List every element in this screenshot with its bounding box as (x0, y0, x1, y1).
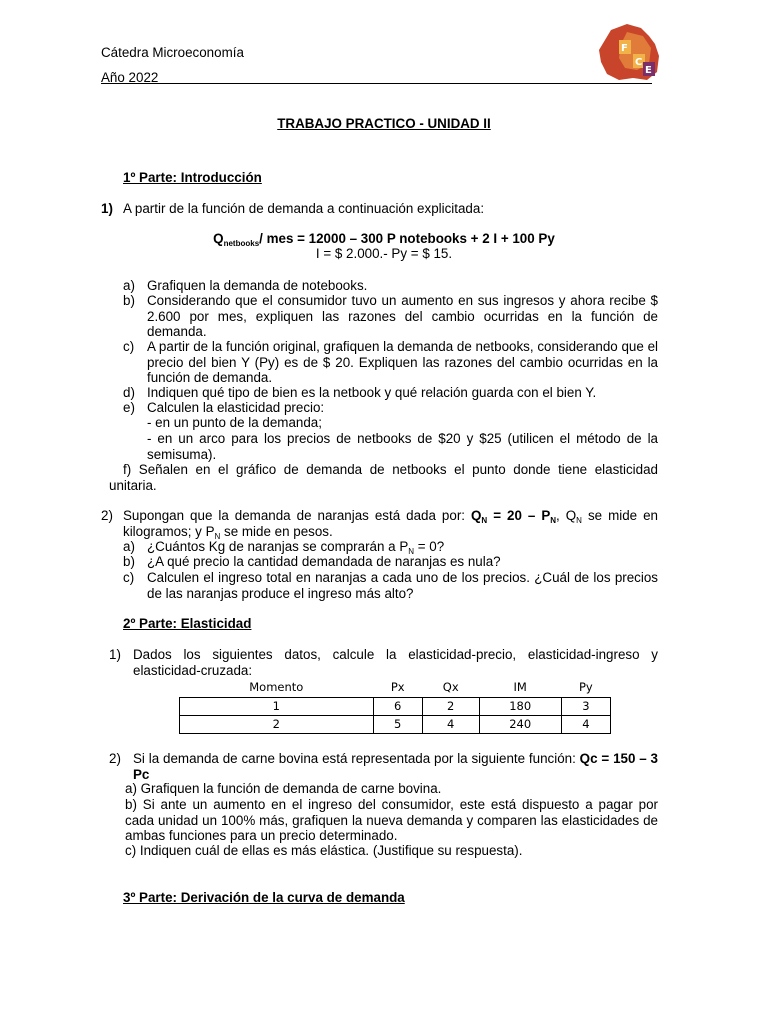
header-course: Cátedra Microeconomía (101, 45, 244, 60)
eq-mid: = 20 – P (487, 508, 551, 523)
part3-heading: 3º Parte: Derivación de la curva de demanda (123, 890, 405, 905)
faculty-logo-icon (597, 22, 661, 82)
q1-item-a-label: a) (123, 278, 135, 293)
q2-intro-text: Supongan que la demanda de naranjas está dada por: (123, 508, 471, 523)
formula-q: Q (213, 231, 224, 246)
data-table (179, 679, 611, 734)
q2-intro (123, 508, 658, 539)
table-header-cell: Qx (422, 679, 479, 697)
p2-q2-item-a: a) Grafiquen la función de demanda de carne bovina. (125, 781, 442, 796)
formula-sub: netbooks (223, 239, 260, 248)
header-year: Año 2022 (101, 70, 159, 85)
q2-item-c: Calculen el ingreso total en naranjas a cada uno de los precios. ¿Cuál de los precios de las naranjas produce el ingreso más alto? (147, 570, 658, 601)
table-cell: 4 (422, 715, 479, 733)
table-row (180, 697, 611, 715)
q2-item-b: ¿A qué precio la cantidad demandada de naranjas es nula? (147, 554, 501, 569)
table-cell: 1 (180, 697, 374, 715)
q1-item-a: Grafiquen la demanda de notebooks. (147, 278, 368, 293)
q2-item-a-label: a) (123, 539, 135, 554)
p2-q2-item-b: b) Si ante un aumento en el ingreso del consumidor, este está dispuesto a pagar por cada unidad un 100% más, grafiquen la nueva demanda y comparen las elasticidades de ambas funciones para un precio determinado. (125, 797, 658, 843)
q1-item-e: Calculen la elasticidad precio: (147, 400, 325, 415)
table-cell: 240 (479, 715, 561, 733)
table-header-row (180, 679, 611, 697)
table-cell: 2 (422, 697, 479, 715)
q1-item-e-sub1: - en un punto de la demanda; (147, 415, 322, 430)
part1-heading: 1º Parte: Introducción (123, 170, 262, 185)
table-header-cell: Px (373, 679, 422, 697)
p2-q2-eq-a: Qc = (579, 751, 610, 766)
q1-item-e-label: e) (123, 400, 135, 415)
table-cell: 4 (561, 715, 610, 733)
p2-q2-intro (133, 751, 658, 782)
document-title: TRABAJO PRACTICO - UNIDAD II (277, 116, 491, 131)
table-cell: 6 (373, 697, 422, 715)
q2-intro-post2: se mide en kilogramos; y P (123, 508, 658, 539)
q2-equation (471, 508, 556, 523)
p2-q2-item-c: c) Indiquen cuál de ellas es más elástica. (Justifique su respuesta). (125, 843, 523, 858)
q2-item-c-label: c) (123, 570, 135, 585)
p2-q2-number: 2) (109, 751, 121, 766)
q1-given: I = $ 2.000.- Py = $ 15. (315, 246, 453, 261)
table-cell: 180 (479, 697, 561, 715)
table-cell: 2 (180, 715, 374, 733)
logo-letter-f: F (621, 43, 628, 54)
q2-sub-n4: N (214, 531, 221, 541)
q2-a-sub: N (408, 547, 415, 556)
table-row (180, 715, 611, 733)
table-header-cell: Momento (180, 679, 374, 697)
q1-item-e-sub2: - en un arco para los precios de netbooks de $20 y $25 (utilicen el método de la semisuma). (147, 431, 658, 462)
p2-q2-eq-b: 150 – 3 Pc (133, 751, 658, 782)
part2-heading: 2º Parte: Elasticidad (123, 616, 252, 631)
q2-intro-post1: , Q (556, 508, 577, 523)
q2-item-b-label: b) (123, 554, 135, 569)
p2-q1-number: 1) (109, 647, 121, 662)
q1-item-c: A partir de la función original, grafiquen la demanda de netbooks, considerando que el precio del bien Y (Py) es de $ 20. Expliquen las razones del cambio ocurridas en la función de demanda. (147, 339, 658, 385)
q2-item-a (147, 539, 658, 555)
logo-letter-c: C (635, 57, 643, 68)
q1-item-c-label: c) (123, 339, 135, 354)
q1-number: 1) (101, 201, 113, 216)
table-header-cell: IM (479, 679, 561, 697)
q1-formula (0, 231, 768, 247)
header-rule (101, 83, 652, 84)
q1-item-f: f) Señalen en el gráfico de demanda de netbooks el punto donde tiene elasticidad unitaria. (109, 462, 658, 493)
logo-letter-e: E (645, 65, 652, 76)
formula-rest: / mes = 12000 – 300 P notebooks + 2 I + 100 Py (259, 231, 555, 246)
p2-q2-intro-text: Si la demanda de carne bovina está representada por la siguiente función: (133, 751, 580, 766)
q1-item-b-label: b) (123, 293, 135, 308)
q1-item-d: Indiquen qué tipo de bien es la netbook y qué relación guarda con el bien Y. (147, 385, 597, 400)
table-header-cell: Py (561, 679, 610, 697)
q2-a-post: = 0? (414, 539, 445, 554)
q2-sub-n3: N (576, 516, 582, 525)
q1-item-b: Considerando que el consumidor tuvo un aumento en sus ingresos y ahora recibe $ 2.600 por mes, expliquen las razones del cambio ocurridas en la función de demanda. (147, 293, 658, 339)
table-cell: 5 (373, 715, 422, 733)
q1-item-d-label: d) (123, 385, 135, 400)
table-cell: 3 (561, 697, 610, 715)
p2-q1-text: Dados los siguientes datos, calcule la elasticidad-precio, elasticidad-ingreso y elasticidad-cruzada: (133, 647, 658, 678)
q2-number: 2) (101, 508, 113, 523)
eq-sub-n2: N (550, 516, 557, 525)
q2-intro-post3: se mide en pesos. (220, 523, 333, 539)
eq-q: Q (471, 508, 482, 523)
q1-intro: A partir de la función de demanda a continuación explicitada: (123, 201, 485, 216)
eq-sub-n1: N (481, 516, 488, 525)
q2-a-pre: ¿Cuántos Kg de naranjas se comprarán a P (147, 539, 409, 554)
